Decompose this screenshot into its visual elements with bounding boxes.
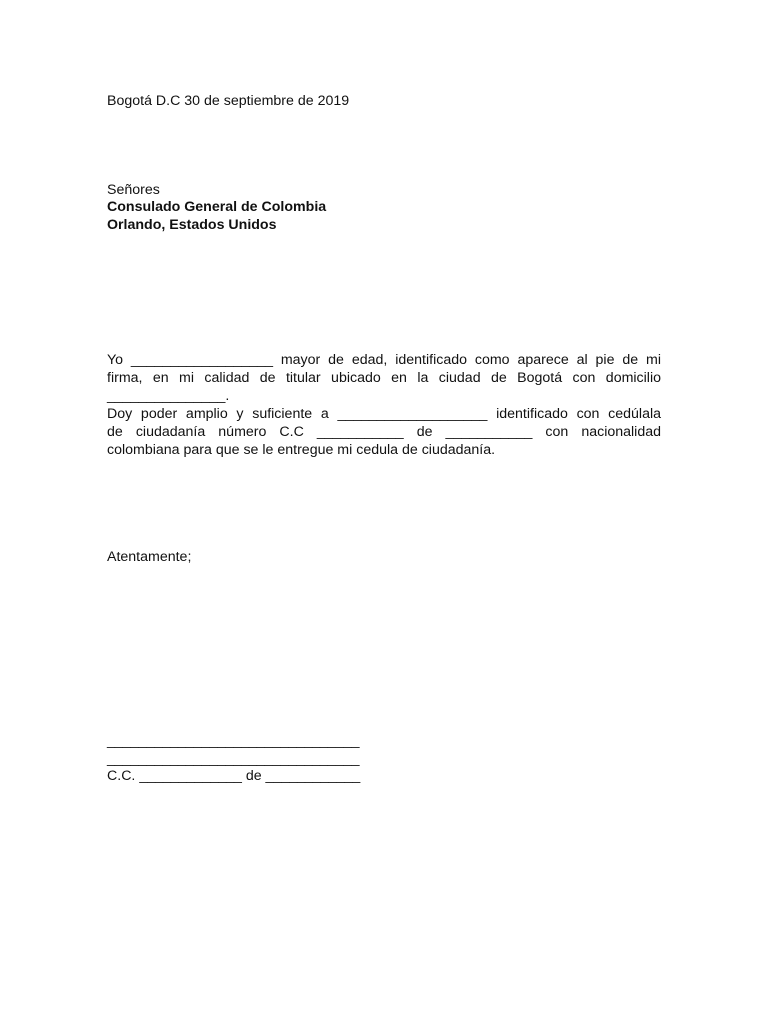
body-line: colombiana para que se le entregue mi cedula de ciudadanía. <box>107 442 496 458</box>
recipient-name: Consulado General de Colombia <box>107 199 327 215</box>
date-line: Bogotá D.C 30 de septiembre de 2019 <box>107 93 350 109</box>
body-line: Doy poder amplio y suficiente a ___________________ identificado con cedúlala <box>107 406 661 422</box>
body-line: _______________. <box>107 388 230 404</box>
body-line: firma, en mi calidad de titular ubicado en la ciudad de Bogotá con domicilio <box>107 370 661 386</box>
body-line: Yo __________________ mayor de edad, identificado como aparece al pie de mi <box>107 352 661 368</box>
signature-line: ________________________________ <box>107 733 360 749</box>
closing: Atentamente; <box>107 549 192 565</box>
signature-name-line: ________________________________ <box>107 751 360 767</box>
salutation: Señores <box>107 182 160 198</box>
recipient-location: Orlando, Estados Unidos <box>107 217 277 233</box>
letter-body <box>107 351 661 459</box>
body-line: de ciudadanía número C.C ___________ de ___________ con nacionalidad <box>107 424 661 440</box>
signature-id-line: C.C. _____________ de ____________ <box>107 768 361 784</box>
